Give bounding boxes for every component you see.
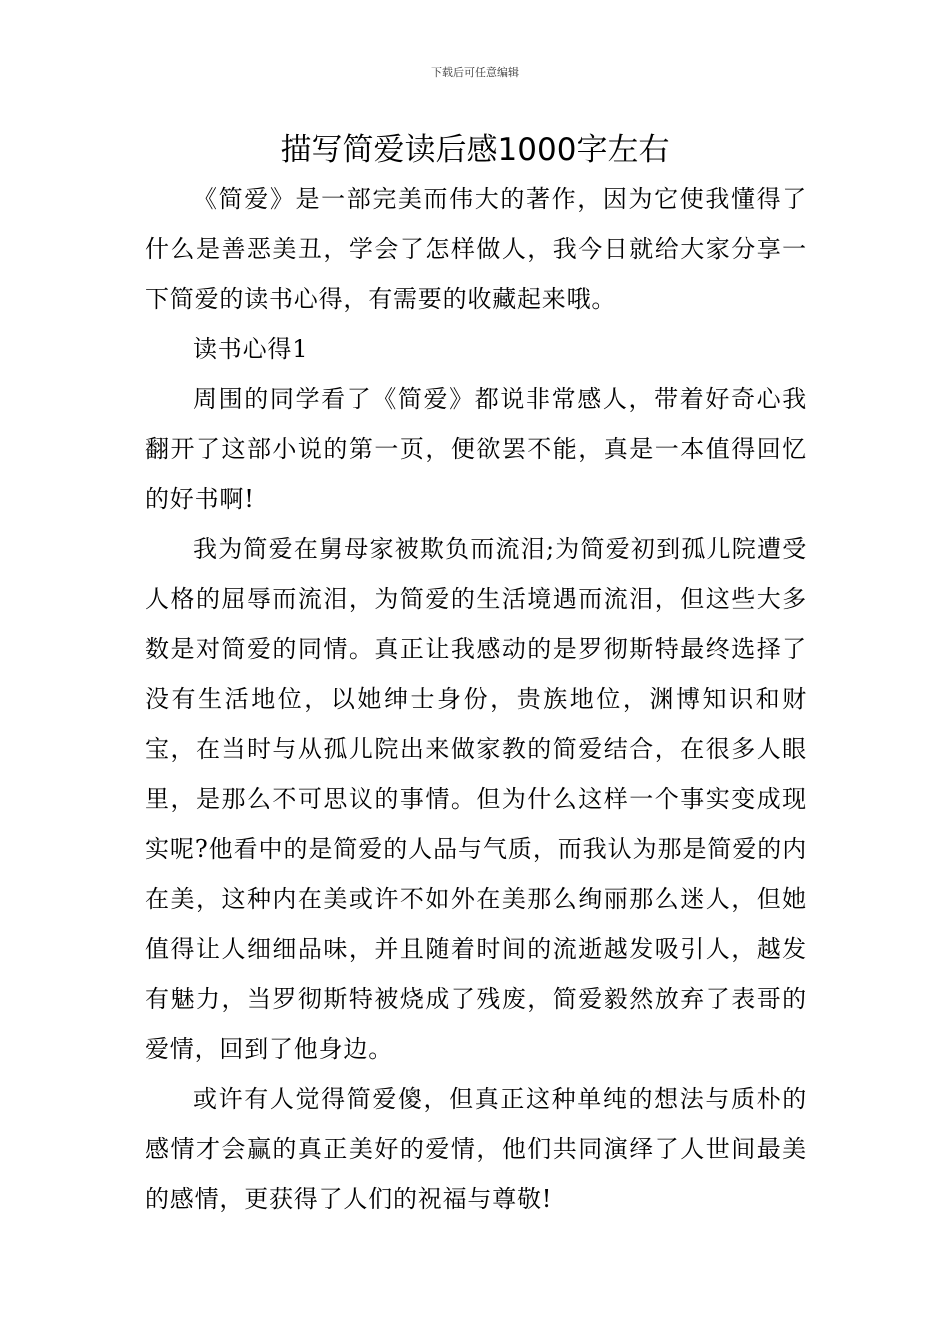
- document-body: [145, 174, 807, 1224]
- paragraph: 我为简爱在舅母家被欺负而流泪;为简爱初到孤儿院遭受人格的屈辱而流泪，为简爱的生活境遇而流泪，但这些大多数是对简爱的同情。真正让我感动的是罗彻斯特最终选择了没有生活地位，以她绅士身份，贵族地位，渊博知识和财宝，在当时与从孤儿院出来做家教的简爱结合，在很多人眼里，是那么不可思议的事情。但为什么这样一个事实变成现实呢?他看中的是简爱的人品与气质，而我认为那是简爱的内在美，这种内在美或许不如外在美那么绚丽那么迷人，但她值得让人细细品味，并且随着时间的流逝越发吸引人，越发有魅力，当罗彻斯特被烧成了残废，简爱毅然放弃了表哥的爱情，回到了他身边。: [145, 535, 807, 1063]
- paragraph-intro: 《简爱》是一部完美而伟大的著作，因为它使我懂得了什么是善恶美丑，学会了怎样做人，我今日就给大家分享一下简爱的读书心得，有需要的收藏起来哦。: [145, 185, 807, 313]
- document-title: 描写简爱读后感1000字左右: [280, 132, 670, 168]
- section-heading: 读书心得1: [193, 335, 309, 363]
- paragraph: 周围的同学看了《简爱》都说非常感人，带着好奇心我翻开了这部小说的第一页，便欲罢不能，真是一本值得回忆的好书啊!: [145, 385, 807, 513]
- paragraph: 或许有人觉得简爱傻，但真正这种单纯的想法与质朴的感情才会赢的真正美好的爱情，他们共同演绎了人世间最美的感情，更获得了人们的祝福与尊敬!: [145, 1085, 807, 1213]
- header-note: 下载后可任意编辑: [431, 66, 519, 79]
